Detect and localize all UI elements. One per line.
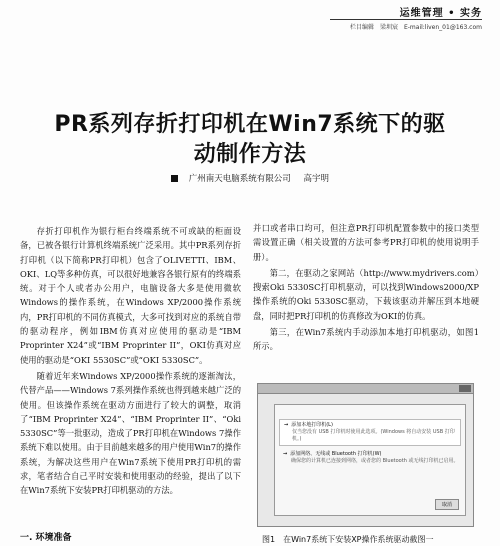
right-column	[253, 221, 479, 354]
section-heading: 一. 环境准备	[20, 533, 72, 543]
square-bullet-icon	[171, 175, 178, 182]
paragraph: 存折打印机作为银行柜台终端系统不可或缺的柜面设备，已被各银行计算机终端系统广泛采用。其中PR系列存折打印机（以下简称PR打印机）包含了OLIVETTI、IBM、OKI、LQ等多种仿真，可以很好地兼容各银行原有的终端系统。对于个人或者办公用户，电脑设备大多是使用微软Windows的操作系统，在Windows XP/2000操作系统内，PR打印机的不同仿真模式，大多可找到对应的系统自带的驱动程序，例如IBM仿真对应使用的驱动是“IBM Proprinter X24”或“IBM Proprinter II”，OKI仿真对应使用的驱动是“OKI 5530SC”或“OKI 5330SC”。	[20, 226, 241, 365]
paragraph: 第三，在Win7系统内手动添加本地打印机驱动，如图1所示。	[253, 327, 479, 352]
title-line-1: PR系列存折打印机在Win7系统下的驱	[54, 112, 446, 137]
article-title	[20, 110, 480, 170]
close-icon	[459, 385, 471, 392]
option2-desc: 确保您的计算机已连接到网络，或者您的 Bluetooth 或无线打印机已启用。	[291, 458, 459, 464]
option-add-network-printer	[283, 451, 459, 465]
paragraph: 第二，在驱动之家网站（http://www.mydrivers.com）搜索Oki 5330SC打印机驱动，可以找到Windows2000/XP操作系统的Oki 5330SC驱动，下载该驱动并解压到本地硬盘，同时把PR打印机的仿真修改为OKI的仿真。	[253, 267, 479, 321]
arrow-right-icon: →	[284, 422, 289, 428]
option1-label: 添加本地打印机(L)	[291, 422, 333, 428]
figure-caption: 图1 在Win7系统下安装XP操作系统驱动截图一	[262, 535, 434, 544]
author-org: 广州南天电脑系统有限公司	[188, 174, 291, 184]
option1-desc: 仅当您没有 USB 打印机时使用此选项。(Windows 将自动安装 USB 打印机。)	[292, 429, 455, 442]
header-rule	[330, 19, 482, 20]
cancel-button: 取消	[435, 499, 459, 510]
paragraph: 随着近年来Windows XP/2000操作系统的逐渐淘汰，代替产品——Windows 7系列操作系统也得到越来越广泛的使用。但该操作系统在驱动方面进行了较大的调整，取消了“IBM Proprinter X24”、“IBM Proprinter II”、“Oki 5330SC”等一批驱动，造成了PR打印机在Windows 7操作系统下难以使用。由于目前越来越多的用户使用Win7的操作系统，为解决这些用户在Win7系统下使用PR打印机的需求，笔者结合自己平时安装和使用驱动的经验，提出了以下在Win7系统下安装PR打印机驱动的方法。	[20, 370, 241, 496]
paragraph: 并口或者串口均可，但注意PR打印机配置参数中的接口类型需设置正确（相关设置的方法可参考PR打印机的使用说明手册）。	[253, 223, 479, 262]
title-line-2: 动制作方法	[193, 142, 307, 167]
byline	[0, 172, 500, 184]
window-titlebar	[258, 384, 473, 394]
figure-screenshot	[257, 383, 474, 527]
arrow-right-icon: →	[283, 451, 288, 457]
section-label: 运维管理 • 实务	[399, 8, 482, 19]
add-printer-dialog	[274, 404, 466, 516]
option-add-local-printer	[279, 419, 461, 446]
page-header	[350, 4, 482, 31]
option2-label: 添加网络、无线或 Bluetooth 打印机(W)	[290, 451, 382, 457]
author-name: 高宇明	[303, 174, 329, 184]
editor-line: 栏目编辑 梁圳宸 E-mail:liven_01@163.com	[349, 24, 482, 31]
left-column	[20, 224, 241, 498]
